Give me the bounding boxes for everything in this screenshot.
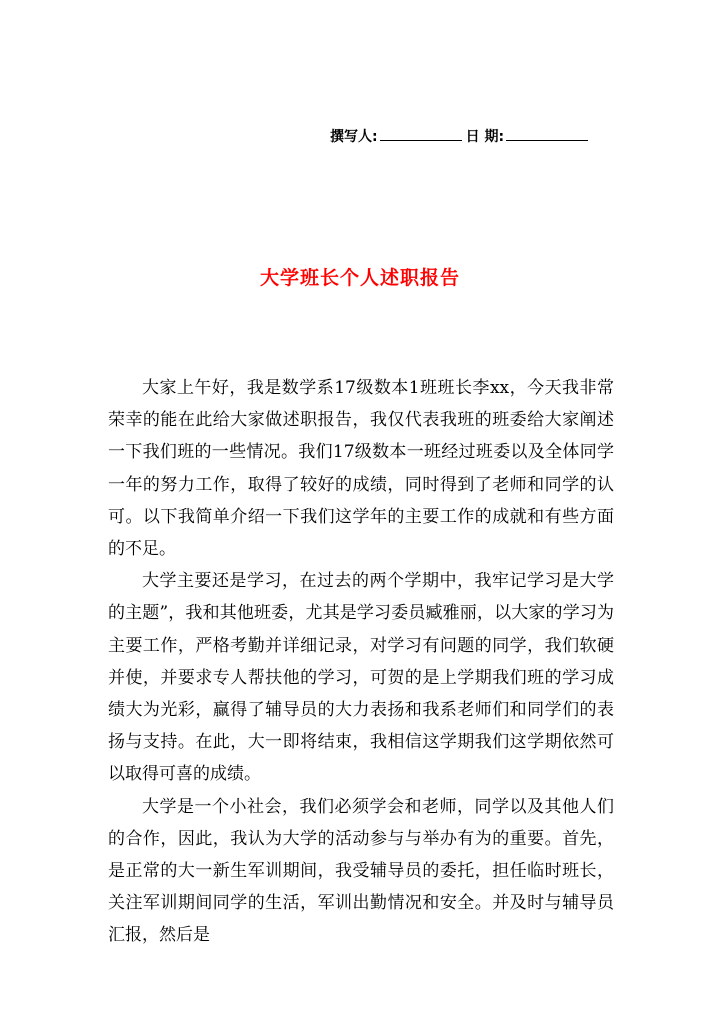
date-label: 日 期: (465, 129, 505, 145)
paragraph-2: 大学主要还是学习，在过去的两个学期中，我牢记学习是大学的主题”，我和其他班委，尤其是学习委员臧雅丽，以大家的学习为主要工作，严格考勤并详细记录，对学习有问题的同学，我们软硬并使，并要求专人帮扶他的学习，可贺的是上学期我们班的学习成绩大为光彩，赢得了辅导员的大力表扬和我系老师们和同学们的表扬与支持。在此，大一即将结束，我相信这学期我们这学期依然可以取得可喜的成绩。 (108, 571, 614, 785)
document-body (108, 372, 614, 952)
author-blank[interactable] (380, 128, 462, 141)
paragraph-1: 大家上午好，我是数学系17级数本1班班长李xx，今天我非常荣幸的能在此给大家做述职报告，我仅代表我班的班委给大家阐述一下我们班的一些情况。我们17级数本一班经过班委以及全体同学一年的努力工作，取得了较好的成绩，同时得到了老师和同学的认可。以下我简单介绍一下我们这学年的主要工作的成就和有些方面的不足。 (108, 378, 614, 560)
paragraph-3: 大学是一个小社会，我们必须学会和老师，同学以及其他人们的合作，因此，我认为大学的活动参与与举办有为的重要。首先，是正常的大一新生军训期间，我受辅导员的委托，担任临时班长，关注军训期间同学的生活，军训出勤情况和安全。并及时与辅导员汇报，然后是 (108, 796, 614, 946)
date-blank[interactable] (506, 128, 588, 141)
document-title: 大学班长个人述职报告 (259, 267, 460, 289)
author-date-line (330, 126, 620, 146)
author-label: 撰写人: (330, 129, 378, 145)
